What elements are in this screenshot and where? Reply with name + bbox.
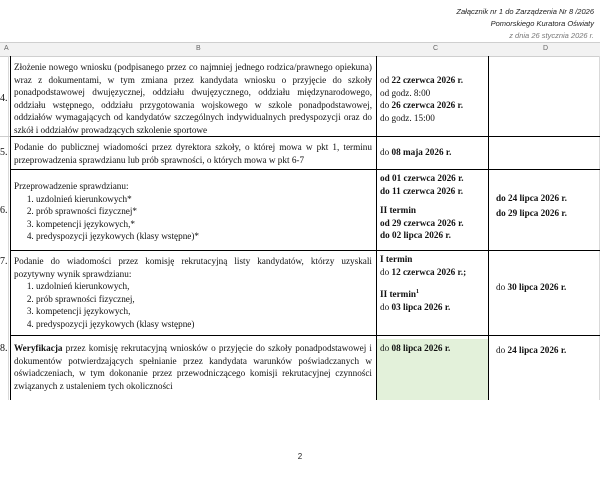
date-line: do 12 czerwca 2026 r.; <box>380 266 467 277</box>
row-intro: Podanie do wiadomości przez komisję rekrutacyjną listy kandydatów, którzy uzyskali pozytywny wynik sprawdzianu: <box>14 256 372 279</box>
list-item: 2. prób sprawności fizycznej, <box>36 293 372 306</box>
list-item: 1. uzdolnień kierunkowych, <box>36 280 372 293</box>
date-line: II termin$^1$ <box>380 289 419 300</box>
row-dates: do 08 maja 2026 r. <box>380 147 452 157</box>
table-row[interactable] <box>0 56 600 136</box>
row-number: 5. <box>0 147 8 158</box>
table-row[interactable] <box>0 336 600 400</box>
column-header-strip <box>0 42 600 57</box>
date-line: II termin <box>380 205 416 216</box>
date-line: do 03 lipca 2026 r. <box>380 301 451 312</box>
row-dates: do 08 lipca 2026 r. <box>380 343 451 353</box>
row-number: 7. <box>0 256 8 267</box>
date-line: od 22 czerwca 2026 r. <box>380 75 464 85</box>
date-line: do 24 lipca 2026 r. <box>496 193 567 203</box>
row-description: Podanie do publicznej wiadomości przez dyrektora szkoły, o której mowa w pkt 1, terminu przeprowadzenia sprawdzianu lub prób sprawności, o których mowa w pkt 6-7 <box>14 142 372 165</box>
table-row[interactable] <box>0 251 600 335</box>
date-line: do 26 czerwca 2026 r. <box>380 100 464 111</box>
header-authority-line: Pomorskiego Kuratora Oświaty <box>490 19 594 28</box>
header-annex-line: Załącznik nr 1 do Zarządzenia Nr 8 /2026 <box>456 7 594 16</box>
row-number: 6. <box>0 205 8 216</box>
test-type-list <box>14 193 372 243</box>
list-item: 1. uzdolnień kierunkowych* <box>36 193 372 206</box>
column-header-c[interactable]: C <box>433 45 439 52</box>
row-intro: Przeprowadzenie sprawdzianu: <box>14 181 129 191</box>
row-number: 4. <box>0 93 8 104</box>
date-line: od godz. 8:00 <box>380 87 431 98</box>
schedule-table <box>0 56 600 400</box>
column-header-a[interactable]: A <box>4 45 9 52</box>
date-line: I termin <box>380 254 413 264</box>
row-dates <box>380 74 488 124</box>
bold-keyword: Weryfikacja <box>14 343 63 353</box>
date-line: od 29 czerwca 2026 r. <box>380 217 464 228</box>
column-header-b[interactable]: B <box>196 45 201 52</box>
page-number: 2 <box>297 452 303 461</box>
row-description <box>14 255 372 331</box>
date-line: od 01 czerwca 2026 r. <box>380 173 464 183</box>
table-row[interactable] <box>0 137 600 169</box>
date-line: do 02 lipca 2026 r. <box>380 230 451 241</box>
row-dates-d: do 24 lipca 2026 r. <box>496 345 567 355</box>
date-line: do 11 czerwca 2026 r. <box>380 185 464 196</box>
row-dates <box>380 172 488 242</box>
test-type-list <box>14 280 372 330</box>
date-line: do 29 lipca 2026 r. <box>496 207 567 218</box>
row-description <box>14 180 372 243</box>
row-description: Weryfikacja przez komisję rekrutacyjną wniosków o przyjęcie do szkoły ponadpodstawowej i dokumentów potwierdzających spełnianie przez kandydata warunków poświadczanych w oświadczeniach, w tym dokonanie przez przewodniczącego komisji rekrutacyjnej czynności związanych z ustaleniem tych okoliczności <box>14 343 372 391</box>
footnote-marker: 1 <box>415 289 419 296</box>
row-dates-d <box>496 192 600 219</box>
row-description: Złożenie nowego wniosku (podpisanego przez co najmniej jednego rodzica/prawnego opiekuna) wraz z dokumentami, w tym zmiana przez kandydata wniosku o przyjęcie do szkoły ponadpodstawowej dwujęzycznej, oddziału dwujęzycznego, oddziału międzynarodowego, oddziału wstępnego, oddziału przygotowania wojskowego w szkole ponadpodstawowej, oddziałów wymagających od kandydatów szczególnych indywidualnych predyspozycji oraz do szkół i oddziałów prowadzących szkolenie sportowe <box>14 62 372 135</box>
list-item: 2. prób sprawności fizycznej* <box>36 205 372 218</box>
list-item: 4. predyspozycji językowych (klasy wstępne)* <box>36 230 372 243</box>
list-item: 3. kompetencji językowych, <box>36 305 372 318</box>
header-date-line: z dnia 26 stycznia 2026 r. <box>509 31 594 40</box>
list-item: 3. kompetencji językowych,* <box>36 218 372 231</box>
row-dates <box>380 253 488 313</box>
table-row[interactable] <box>0 170 600 250</box>
date-line: do godz. 15:00 <box>380 112 435 123</box>
column-header-d[interactable]: D <box>543 45 549 52</box>
list-item: 4. predyspozycji językowych (klasy wstępne) <box>36 318 372 331</box>
row-dates-d: do 30 lipca 2026 r. <box>496 282 567 292</box>
row-number: 8. <box>0 343 8 354</box>
